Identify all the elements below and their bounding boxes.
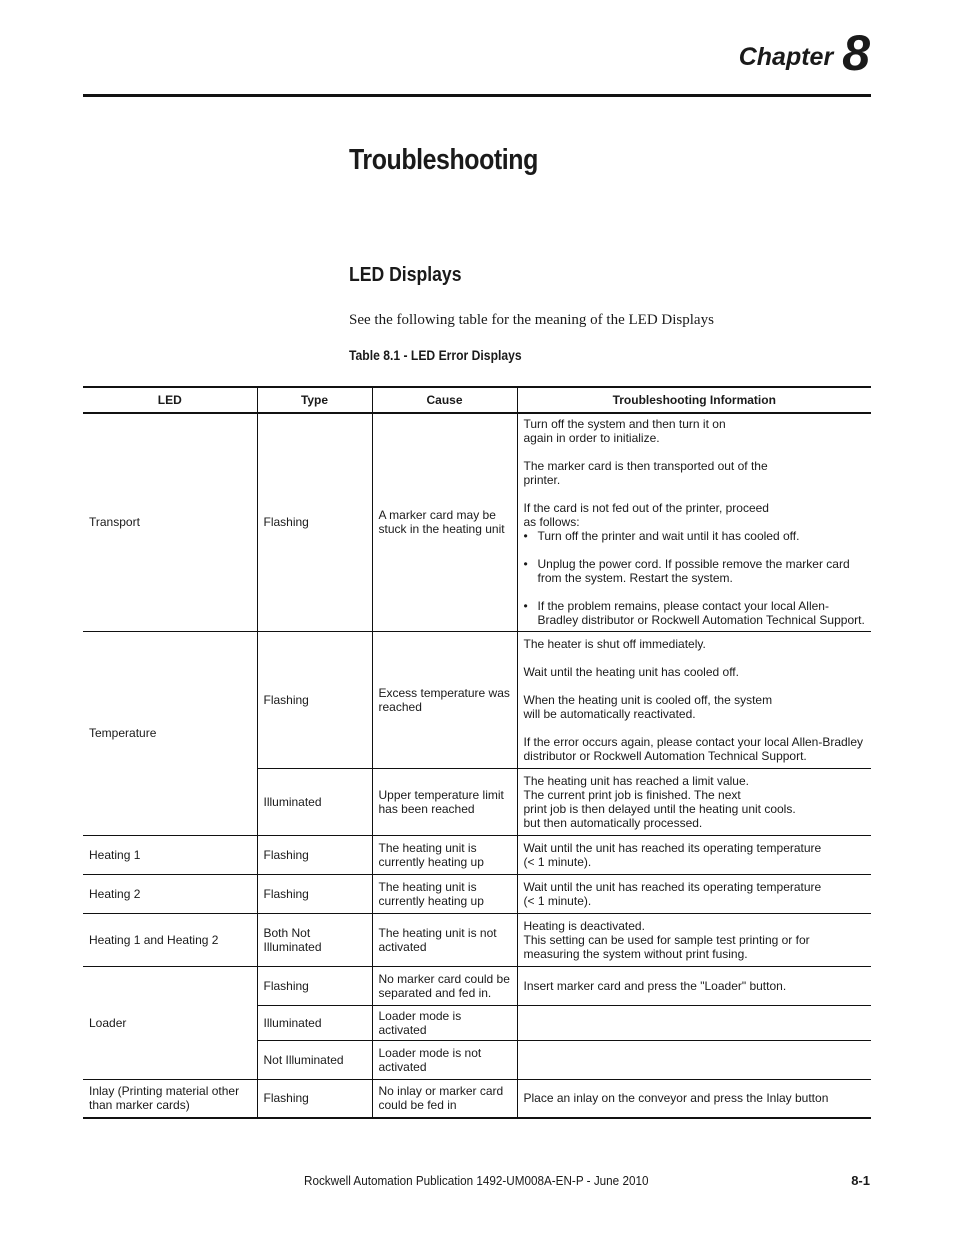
- type-cell: Flashing: [257, 874, 372, 913]
- info-paragraph: Turn off the system and then turn it on again in order to initialize.: [523, 417, 726, 446]
- table-row: [83, 413, 871, 631]
- led-cell: Inlay (Printing material other than marker cards): [83, 1079, 257, 1118]
- info-paragraph: When the heating unit is cooled off, the system will be automatically reactivated.: [523, 692, 773, 721]
- info-cell: Wait until the unit has reached its operating temperature (< 1 minute).: [517, 835, 871, 874]
- page-title: Troubleshooting: [349, 144, 538, 176]
- footer-page-number: 8-1: [851, 1173, 870, 1188]
- cause-cell: Loader mode is activated: [372, 1005, 517, 1040]
- cause-cell: Loader mode is not activated: [372, 1040, 517, 1079]
- header-led: LED: [83, 387, 257, 413]
- chapter-rule: [83, 94, 871, 97]
- info-cell: [517, 413, 871, 631]
- cause-cell: A marker card may be stuck in the heating unit: [372, 413, 517, 631]
- cause-cell: The heating unit is currently heating up: [372, 874, 517, 913]
- cause-cell: The heating unit is not activated: [372, 913, 517, 966]
- footer-publication: Rockwell Automation Publication 1492-UM008A-EN-P - June 2010: [304, 1173, 649, 1188]
- info-paragraph: Wait until the heating unit has cooled off.: [523, 664, 739, 679]
- type-cell: Flashing: [257, 966, 372, 1005]
- type-cell: Illuminated: [257, 1005, 372, 1040]
- info-cell: Heating is deactivated. This setting can be used for sample test printing or for measuring the system without print fusing.: [517, 913, 871, 966]
- bullet-item: • If the problem remains, please contact your local Allen-Bradley distributor or Rockwell Automation Technical Support.: [523, 599, 865, 628]
- info-cell: Place an inlay on the conveyor and press the Inlay button: [517, 1079, 871, 1118]
- cause-cell: The heating unit is currently heating up: [372, 835, 517, 874]
- info-paragraph: If the card is not fed out of the printer, proceed as follows:: [523, 501, 769, 530]
- led-cell: Heating 1: [83, 835, 257, 874]
- led-cell: Heating 2: [83, 874, 257, 913]
- type-cell: Flashing: [257, 631, 372, 768]
- table-row: [83, 913, 871, 966]
- table-row: [83, 1079, 871, 1118]
- info-cell: The heating unit has reached a limit value. The current print job is finished. The next print job is then delayed until the heating unit cools. but then automatically processed.: [517, 768, 871, 835]
- led-cell: Temperature: [83, 631, 257, 835]
- type-cell: Not Illuminated: [257, 1040, 372, 1079]
- bullet-text: If the problem remains, please contact your local Allen-Bradley distributor or Rockwell Automation Technical Support.: [537, 599, 865, 628]
- info-cell: [517, 1005, 871, 1040]
- type-cell: Flashing: [257, 413, 372, 631]
- led-cell: Heating 1 and Heating 2: [83, 913, 257, 966]
- header-cause: Cause: [372, 387, 517, 413]
- info-cell: Insert marker card and press the "Loader" button.: [517, 966, 871, 1005]
- info-cell: [517, 631, 871, 768]
- table-header-row: [83, 387, 871, 413]
- bullet-item: • Unplug the power cord. If possible remove the marker card from the system. Restart the system.: [524, 557, 866, 585]
- cause-cell: Upper temperature limit has been reached: [372, 768, 517, 835]
- header-info: Troubleshooting Information: [517, 387, 871, 413]
- type-cell: Both Not Illuminated: [257, 913, 372, 966]
- header-type: Type: [257, 387, 372, 413]
- table-row: [83, 835, 871, 874]
- table-caption: Table 8.1 - LED Error Displays: [349, 348, 522, 363]
- cause-cell: Excess temperature was reached: [372, 631, 517, 768]
- type-cell: Illuminated: [257, 768, 372, 835]
- bullet-item: • Turn off the printer and wait until it has cooled off.: [523, 529, 800, 544]
- type-cell: Flashing: [257, 1079, 372, 1118]
- intro-text: See the following table for the meaning of the LED Displays: [349, 312, 714, 328]
- table-row: [83, 631, 871, 768]
- info-paragraph: The heater is shut off immediately.: [523, 636, 706, 651]
- led-cell: Transport: [83, 413, 257, 631]
- section-title: LED Displays: [349, 264, 462, 286]
- bullet-text: Unplug the power cord. If possible remove the marker card from the system. Restart the system.: [537, 557, 850, 586]
- type-cell: Flashing: [257, 835, 372, 874]
- cause-cell: No inlay or marker card could be fed in: [372, 1079, 517, 1118]
- table-row: [83, 874, 871, 913]
- info-paragraph: If the error occurs again, please contact your local Allen-Bradley distributor or Rockwell Automation Technical Support.: [523, 734, 864, 763]
- led-cell: Loader: [83, 966, 257, 1079]
- chapter-label: Chapter: [738, 43, 834, 71]
- cause-cell: No marker card could be separated and fed in.: [372, 966, 517, 1005]
- info-cell: [517, 1040, 871, 1079]
- info-paragraph: The marker card is then transported out of the printer.: [523, 459, 768, 488]
- chapter-heading: [738, 25, 870, 81]
- info-cell: Wait until the unit has reached its operating temperature (< 1 minute).: [517, 874, 871, 913]
- bullet-text: Turn off the printer and wait until it has cooled off.: [537, 529, 800, 544]
- chapter-number: 8: [842, 25, 870, 81]
- led-error-table: [83, 386, 871, 1119]
- table-row: [83, 966, 871, 1005]
